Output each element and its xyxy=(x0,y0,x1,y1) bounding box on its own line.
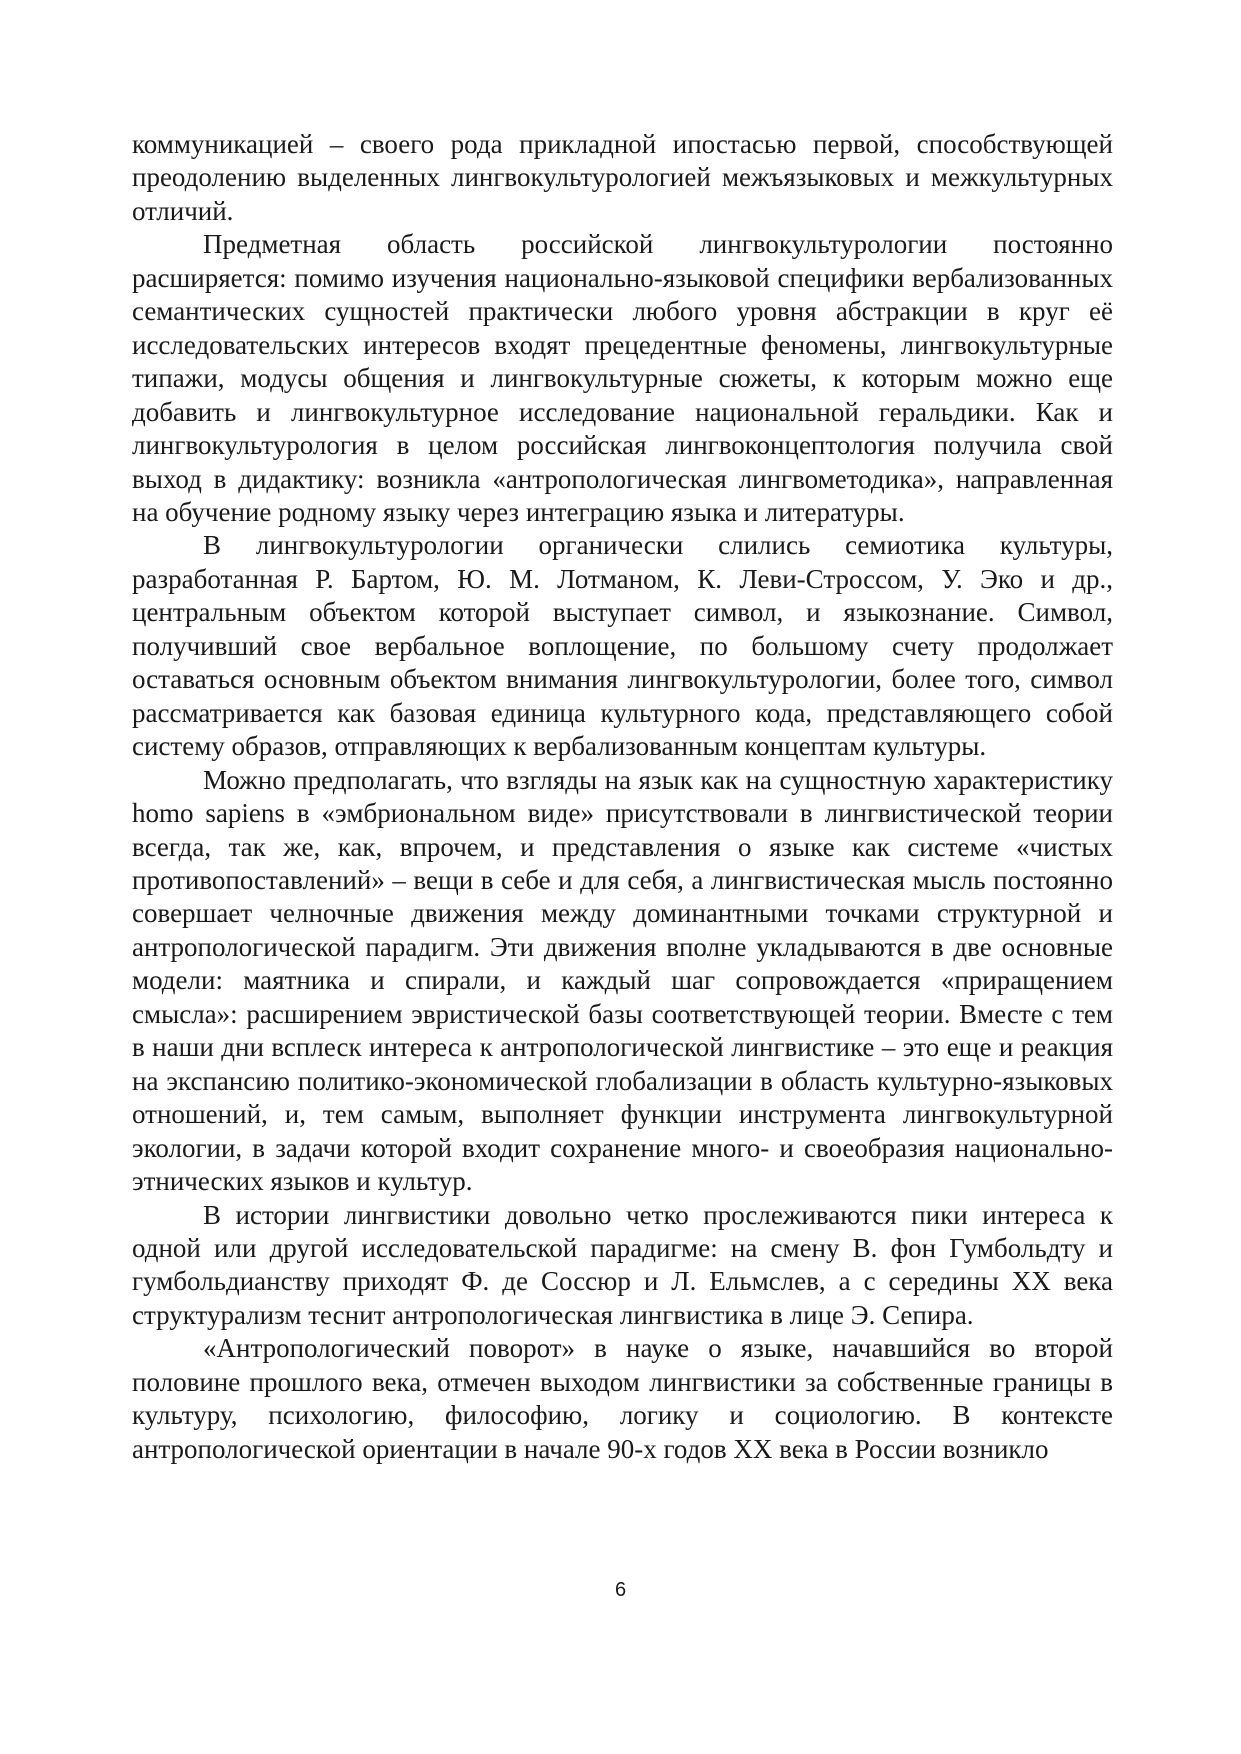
page-body xyxy=(132,128,1113,1466)
page-number: 6 xyxy=(614,1579,627,1601)
paragraph-subject-area: Предметная область российской лингвокультурологии постоянно расширяется: помимо изучения национально-языковой специфики вербализованных семантических сущностей практически любого уровня абстракции в круг её исследовательских интересов входят прецедентные феномены, лингвокультурные типажи, модусы общения и лингвокультурные сюжеты, к которым можно еще добавить и лингвокультурное исследование национальной геральдики. Как и лингвокультурология в целом российская лингвоконцептология получила свой выход в дидактику: возникла «антропологическая лингвометодика», направленная на обучение родному языку через интеграцию языка и литературы. xyxy=(132,229,1113,527)
paragraph-anthropological-turn: «Антропологический поворот» в науке о языке, начавшийся во второй половине прошлого века, отмечен выходом лингвистики за собственные границы в культуру, психологию, философию, логику и социологию. В контексте антропологической ориентации в начале 90-х годов XX века в России возникло xyxy=(132,1333,1113,1464)
paragraph-continuation: коммуникацией – своего рода прикладной ипостасью первой, способствующей преодолению выделенных лингвокультурологией межъязыковых и межкультурных отличий. xyxy=(132,129,1113,226)
paragraph-semiotics: В лингвокультурологии органически слились семиотика культуры, разработанная Р. Бартом, Ю. М. Лотманом, К. Леви-Строссом, У. Эко и др., центральным объектом которой выступает символ, и языкознание. Символ, получивший свое вербальное воплощение, по большому счету продолжает оставаться основным объектом внимания лингвокультурологии, более того, символ рассматривается как базовая единица культурного кода, представляющего собой систему образов, отправляющих к вербализованным концептам культуры. xyxy=(132,530,1113,762)
paragraph-history: В истории лингвистики довольно четко прослеживаются пики интереса к одной или другой исследовательской парадигме: на смену В. фон Гумбольдту и гумбольдианству приходят Ф. де Соссюр и Л. Ельмслев, а с середины XX века структурализм теснит антропологическая лингвистика в лице Э. Сепира. xyxy=(132,1199,1113,1330)
paragraph-anthropological-view: Можно предполагать, что взгляды на язык как на сущностную характеристику homo sapiens в «эмбриональном виде» присутствовали в лингвистической теории всегда, так же, как, впрочем, и представления о языке как системе «чистых противопоставлений» – вещи в себе и для себя, а лингвистическая мысль постоянно совершает челночные движения между доминантными точками структурной и антропологической парадигм. Эти движения вполне укладываются в две основные модели: маятника и спирали, и каждый шаг сопровождается «приращением смысла»: расширением эвристической базы соответствующей теории. Вместе с тем в наши дни всплеск интереса к антропологической лингвистике – это еще и реакция на экспансию политико-экономической глобализации в область культурно-языковых отношений, и, тем самым, выполняет функции инструмента лингвокультурной экологии, в задачи которой входит сохранение много- и своеобразия национально-этнических языков и культур. xyxy=(132,764,1113,1197)
